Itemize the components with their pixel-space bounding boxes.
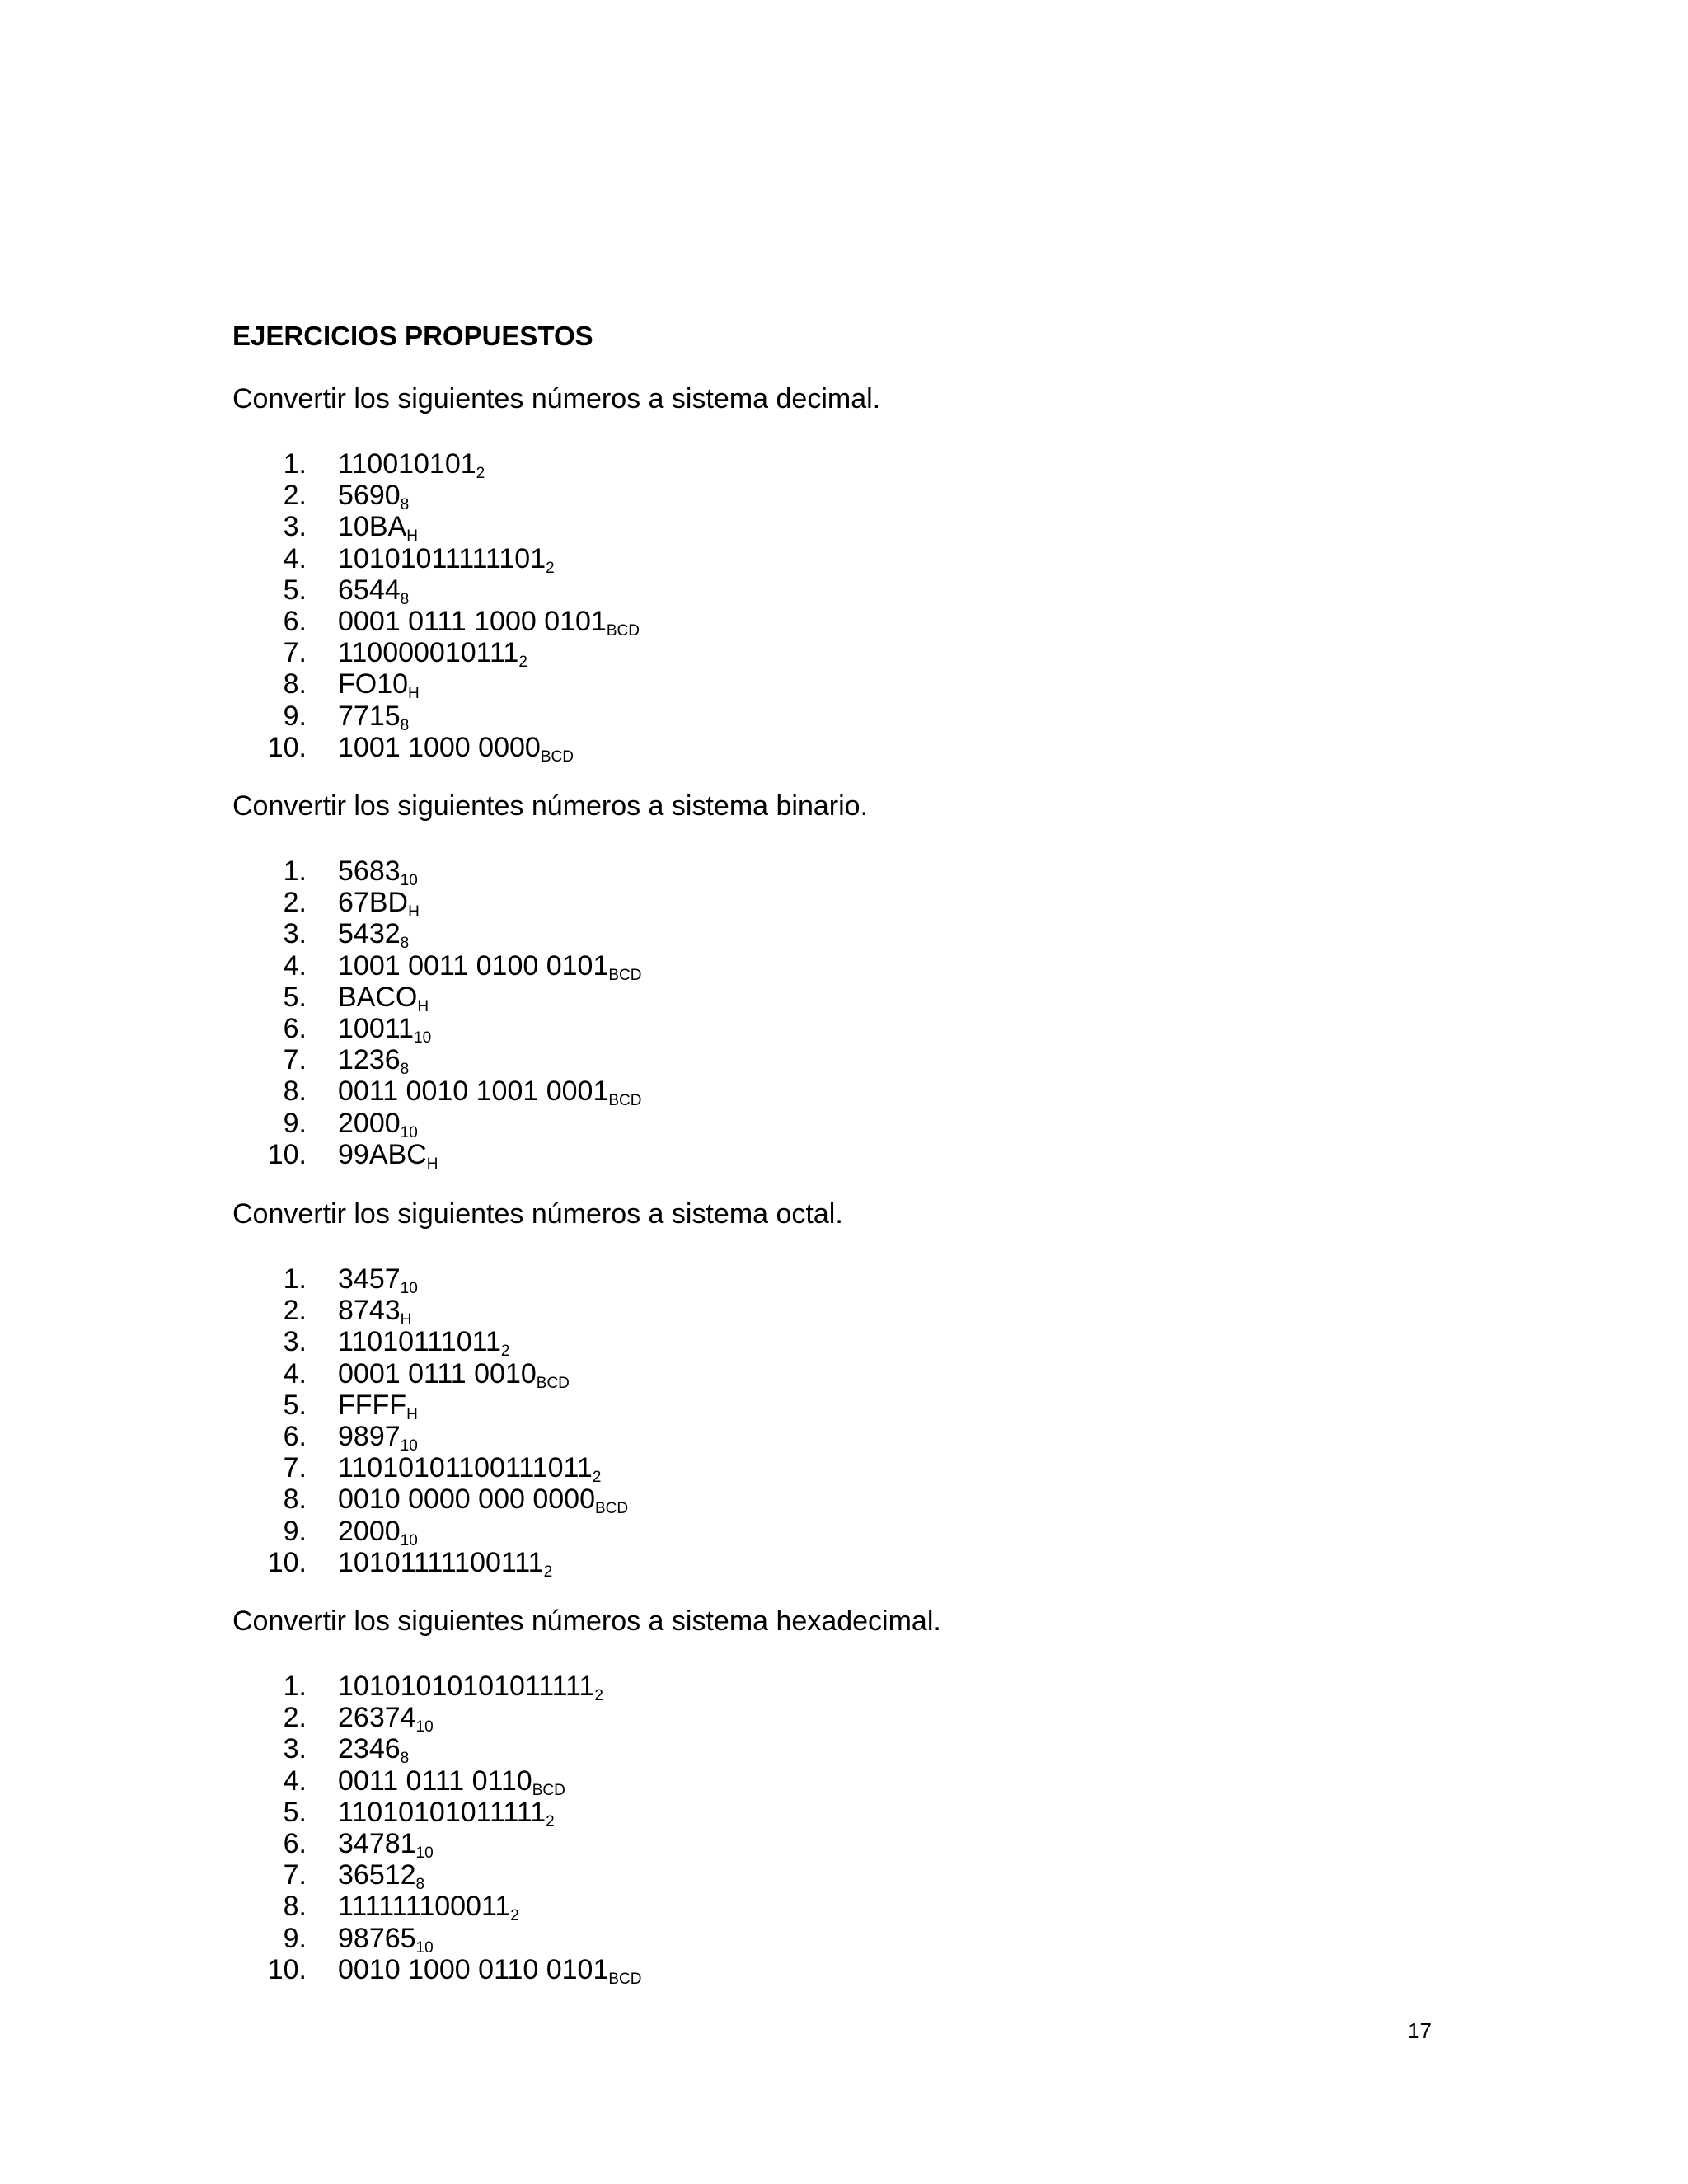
number-digits: 1001 1000 0000 xyxy=(338,731,541,763)
number-digits: 0001 0111 0010 xyxy=(338,1357,537,1390)
item-number: 4. xyxy=(283,949,307,982)
number-base-subscript: 2 xyxy=(546,1812,555,1830)
number-digits: 0011 0111 0110 xyxy=(338,1765,532,1797)
item-value xyxy=(338,1797,555,1830)
number-digits: 111111100011 xyxy=(338,1891,511,1923)
exercise-item xyxy=(232,1765,1469,1797)
item-value xyxy=(338,1326,510,1359)
number-digits: FO10 xyxy=(338,668,409,701)
item-number: 4. xyxy=(283,1765,307,1797)
number-digits: 8743 xyxy=(338,1295,401,1327)
exercise-section-hexadecimal xyxy=(232,1605,1469,1988)
item-value xyxy=(338,511,418,544)
item-value xyxy=(338,1954,642,1987)
item-number: 7. xyxy=(283,1044,307,1076)
number-base-subscript: H xyxy=(406,527,418,546)
item-value xyxy=(338,701,409,733)
exercise-item xyxy=(232,1922,1469,1957)
item-number: 6. xyxy=(283,1827,307,1859)
item-number: 2. xyxy=(283,1702,307,1734)
item-value xyxy=(338,637,528,670)
item-value xyxy=(338,543,555,576)
item-value xyxy=(338,1671,603,1704)
number-digits: 0010 1000 0110 0101 xyxy=(338,1953,609,1985)
exercise-item xyxy=(232,605,1469,640)
number-base-subscript: H xyxy=(417,997,429,1015)
number-base-subscript: H xyxy=(406,1405,418,1423)
number-base-subscript: 10 xyxy=(400,872,418,889)
item-value xyxy=(338,855,418,888)
item-value xyxy=(338,1013,431,1046)
number-base-subscript: 8 xyxy=(400,716,410,734)
exercise-item xyxy=(232,1859,1469,1894)
exercise-item xyxy=(232,855,1469,887)
number-digits: 11010101100111011 xyxy=(338,1452,593,1484)
item-number: 3. xyxy=(283,511,307,543)
number-base-subscript: 2 xyxy=(510,1907,519,1925)
item-number: 4. xyxy=(283,542,307,574)
item-number: 1. xyxy=(283,1671,307,1702)
item-value xyxy=(338,1076,642,1108)
item-number: 3. xyxy=(283,1733,307,1765)
number-digits: 99ABC xyxy=(338,1138,427,1170)
number-base-subscript: BCD xyxy=(536,1374,570,1392)
exercise-item xyxy=(232,480,1469,514)
number-base-subscript: 2 xyxy=(592,1469,602,1487)
number-digits: 2346 xyxy=(338,1733,401,1765)
exercise-item xyxy=(232,1358,1469,1390)
item-value xyxy=(338,982,429,1015)
item-number: 10. xyxy=(267,731,307,763)
number-base-subscript: 2 xyxy=(500,1343,510,1361)
section-instruction: Convertir los siguientes números a sistema octal. xyxy=(232,1198,843,1230)
exercise-item xyxy=(232,542,1469,577)
page-number: 17 xyxy=(1408,2018,1432,2043)
exercise-item xyxy=(232,1295,1469,1329)
item-number: 1. xyxy=(283,1263,307,1295)
number-digits: 34781 xyxy=(338,1827,416,1859)
number-digits: 1236 xyxy=(338,1044,401,1076)
section-instruction: Convertir los siguientes números a sistema binario. xyxy=(232,790,869,822)
item-number: 8. xyxy=(283,668,307,701)
exercise-item xyxy=(232,1044,1469,1079)
exercise-item xyxy=(232,511,1469,546)
item-number: 5. xyxy=(283,1796,307,1828)
item-value xyxy=(338,1765,565,1798)
item-number: 5. xyxy=(283,981,307,1013)
exercise-item xyxy=(232,1516,1469,1547)
number-digits: 1001 0011 0100 0101 xyxy=(338,949,609,982)
item-value xyxy=(338,918,409,951)
number-digits: 110010101 xyxy=(338,448,476,480)
exercise-section-decimal xyxy=(232,382,1469,766)
number-base-subscript: 2 xyxy=(543,1563,553,1581)
exercise-item xyxy=(232,668,1469,703)
item-value xyxy=(338,887,420,920)
number-digits: 9897 xyxy=(338,1420,401,1452)
number-digits: 11010111011 xyxy=(338,1326,501,1358)
exercise-list xyxy=(232,448,1469,766)
number-digits: 3457 xyxy=(338,1263,401,1295)
item-number: 4. xyxy=(283,1357,307,1390)
exercise-item xyxy=(232,1012,1469,1047)
number-base-subscript: BCD xyxy=(594,1500,629,1518)
item-number: 9. xyxy=(283,1515,307,1547)
number-base-subscript: H xyxy=(400,1311,412,1329)
number-digits: 5683 xyxy=(338,855,401,887)
item-value xyxy=(338,1108,418,1141)
number-base-subscript: 10 xyxy=(400,1280,418,1297)
exercise-section-binary xyxy=(232,790,1469,1173)
item-value xyxy=(338,1923,434,1956)
exercise-item xyxy=(232,1390,1469,1421)
exercise-item xyxy=(232,637,1469,672)
item-number: 7. xyxy=(283,637,307,669)
item-number: 8. xyxy=(283,1891,307,1923)
number-base-subscript: 2 xyxy=(476,465,485,482)
number-digits: 110000010111 xyxy=(338,637,519,669)
exercise-item xyxy=(232,448,1469,480)
exercise-item xyxy=(232,1420,1469,1455)
item-value xyxy=(338,1421,418,1454)
number-base-subscript: 10 xyxy=(400,1123,418,1141)
item-number: 10. xyxy=(267,1953,307,1985)
number-base-subscript: 2 xyxy=(546,559,555,577)
item-value xyxy=(338,574,409,607)
exercise-section-octal xyxy=(232,1197,1469,1581)
exercise-item xyxy=(232,1891,1469,1925)
number-digits: 5432 xyxy=(338,918,401,950)
number-base-subscript: BCD xyxy=(540,748,574,766)
number-digits: 7715 xyxy=(338,700,401,732)
item-value xyxy=(338,1516,418,1549)
number-digits: 0010 0000 000 0000 xyxy=(338,1483,595,1516)
section-instruction: Convertir los siguientes números a sistema hexadecimal. xyxy=(232,1605,941,1637)
number-digits: 10011 xyxy=(338,1012,415,1044)
exercise-item xyxy=(232,1827,1469,1862)
number-digits: 2000 xyxy=(338,1515,401,1547)
item-value xyxy=(338,1358,570,1391)
number-digits: 26374 xyxy=(338,1702,416,1734)
item-value xyxy=(338,480,409,513)
item-value xyxy=(338,1452,601,1485)
item-value xyxy=(338,1390,418,1422)
number-digits: 0001 0111 1000 0101 xyxy=(338,605,607,637)
item-number: 7. xyxy=(283,1859,307,1891)
item-value xyxy=(338,1859,424,1892)
number-digits: 10101011111101 xyxy=(338,542,546,574)
item-value xyxy=(338,1891,519,1924)
item-number: 3. xyxy=(283,918,307,950)
exercise-item xyxy=(232,1671,1469,1702)
item-number: 10. xyxy=(267,1546,307,1578)
item-number: 2. xyxy=(283,480,307,512)
number-digits: 2000 xyxy=(338,1107,401,1139)
item-number: 5. xyxy=(283,1389,307,1421)
item-value xyxy=(338,1044,409,1077)
number-base-subscript: 8 xyxy=(400,1061,410,1079)
number-base-subscript: H xyxy=(408,903,420,921)
number-base-subscript: 8 xyxy=(400,935,410,953)
exercise-item xyxy=(232,1108,1469,1139)
number-base-subscript: 8 xyxy=(400,590,410,608)
number-base-subscript: 10 xyxy=(415,1844,434,1862)
exercise-item xyxy=(232,1138,1469,1173)
exercise-list xyxy=(232,1263,1469,1581)
exercise-item xyxy=(232,1076,1469,1110)
exercise-item xyxy=(232,1953,1469,1988)
item-number: 1. xyxy=(283,855,307,887)
exercise-item xyxy=(232,1733,1469,1768)
exercise-item xyxy=(232,1546,1469,1581)
item-number: 9. xyxy=(283,1107,307,1139)
item-number: 9. xyxy=(283,1922,307,1954)
number-base-subscript: BCD xyxy=(606,621,640,640)
section-instruction: Convertir los siguientes números a sistema decimal. xyxy=(232,383,881,415)
number-digits: 0011 0010 1001 0001 xyxy=(338,1076,609,1108)
number-digits: 67BD xyxy=(338,887,409,919)
number-digits: 10101111100111 xyxy=(338,1546,544,1578)
number-base-subscript: BCD xyxy=(608,1970,642,1988)
number-digits: 98765 xyxy=(338,1922,416,1954)
exercise-item xyxy=(232,1483,1469,1518)
item-value xyxy=(338,1547,552,1580)
number-base-subscript: 2 xyxy=(594,1687,603,1704)
exercise-item xyxy=(232,731,1469,766)
number-digits: FFFF xyxy=(338,1389,407,1421)
number-base-subscript: BCD xyxy=(532,1781,565,1799)
number-base-subscript: BCD xyxy=(608,966,642,984)
item-value xyxy=(338,732,574,765)
item-value xyxy=(338,606,640,639)
item-number: 3. xyxy=(283,1326,307,1358)
item-number: 8. xyxy=(283,1076,307,1108)
number-base-subscript: 10 xyxy=(414,1029,432,1047)
exercise-item xyxy=(232,982,1469,1013)
item-number: 5. xyxy=(283,574,307,606)
exercise-item xyxy=(232,918,1469,953)
number-base-subscript: 8 xyxy=(400,1750,410,1768)
item-value xyxy=(338,1828,434,1861)
item-number: 6. xyxy=(283,1420,307,1452)
number-base-subscript: 2 xyxy=(518,654,528,672)
page-heading: EJERCICIOS PROPUESTOS xyxy=(232,321,593,351)
number-digits: 10101010101011111 xyxy=(338,1671,595,1702)
number-digits: 6544 xyxy=(338,574,401,606)
item-value xyxy=(338,1702,434,1735)
exercise-item xyxy=(232,887,1469,921)
exercise-item xyxy=(232,950,1469,982)
item-number: 6. xyxy=(283,605,307,637)
exercise-item xyxy=(232,1452,1469,1487)
number-digits: 10BA xyxy=(338,511,407,543)
item-value xyxy=(338,1139,438,1172)
number-digits: BACO xyxy=(338,981,418,1013)
number-base-subscript: 10 xyxy=(400,1531,418,1549)
exercise-item xyxy=(232,1702,1469,1736)
item-number: 6. xyxy=(283,1012,307,1044)
item-value xyxy=(338,950,642,983)
exercise-item xyxy=(232,701,1469,732)
item-number: 10. xyxy=(267,1138,307,1170)
number-digits: 5690 xyxy=(338,480,401,512)
item-value xyxy=(338,448,485,481)
exercise-item xyxy=(232,574,1469,606)
number-base-subscript: 10 xyxy=(415,1718,434,1736)
number-base-subscript: 10 xyxy=(415,1938,434,1957)
number-base-subscript: 10 xyxy=(400,1436,418,1455)
number-base-subscript: BCD xyxy=(608,1092,642,1110)
item-number: 2. xyxy=(283,887,307,919)
item-number: 7. xyxy=(283,1452,307,1484)
number-base-subscript: 8 xyxy=(400,496,410,514)
item-number: 1. xyxy=(283,448,307,480)
number-base-subscript: H xyxy=(408,685,420,703)
exercise-item xyxy=(232,1326,1469,1361)
number-base-subscript: H xyxy=(426,1155,438,1173)
number-digits: 36512 xyxy=(338,1859,416,1891)
item-number: 8. xyxy=(283,1483,307,1516)
item-value xyxy=(338,1263,418,1296)
exercise-list xyxy=(232,1671,1469,1988)
item-value xyxy=(338,1733,409,1766)
exercise-item xyxy=(232,1263,1469,1295)
number-digits: 11010101011111 xyxy=(338,1796,546,1828)
item-value xyxy=(338,1295,411,1328)
exercise-list xyxy=(232,855,1469,1173)
item-number: 9. xyxy=(283,700,307,732)
item-value xyxy=(338,1483,628,1516)
item-number: 2. xyxy=(283,1295,307,1327)
exercise-item xyxy=(232,1797,1469,1828)
item-value xyxy=(338,668,420,701)
number-base-subscript: 8 xyxy=(415,1876,425,1894)
